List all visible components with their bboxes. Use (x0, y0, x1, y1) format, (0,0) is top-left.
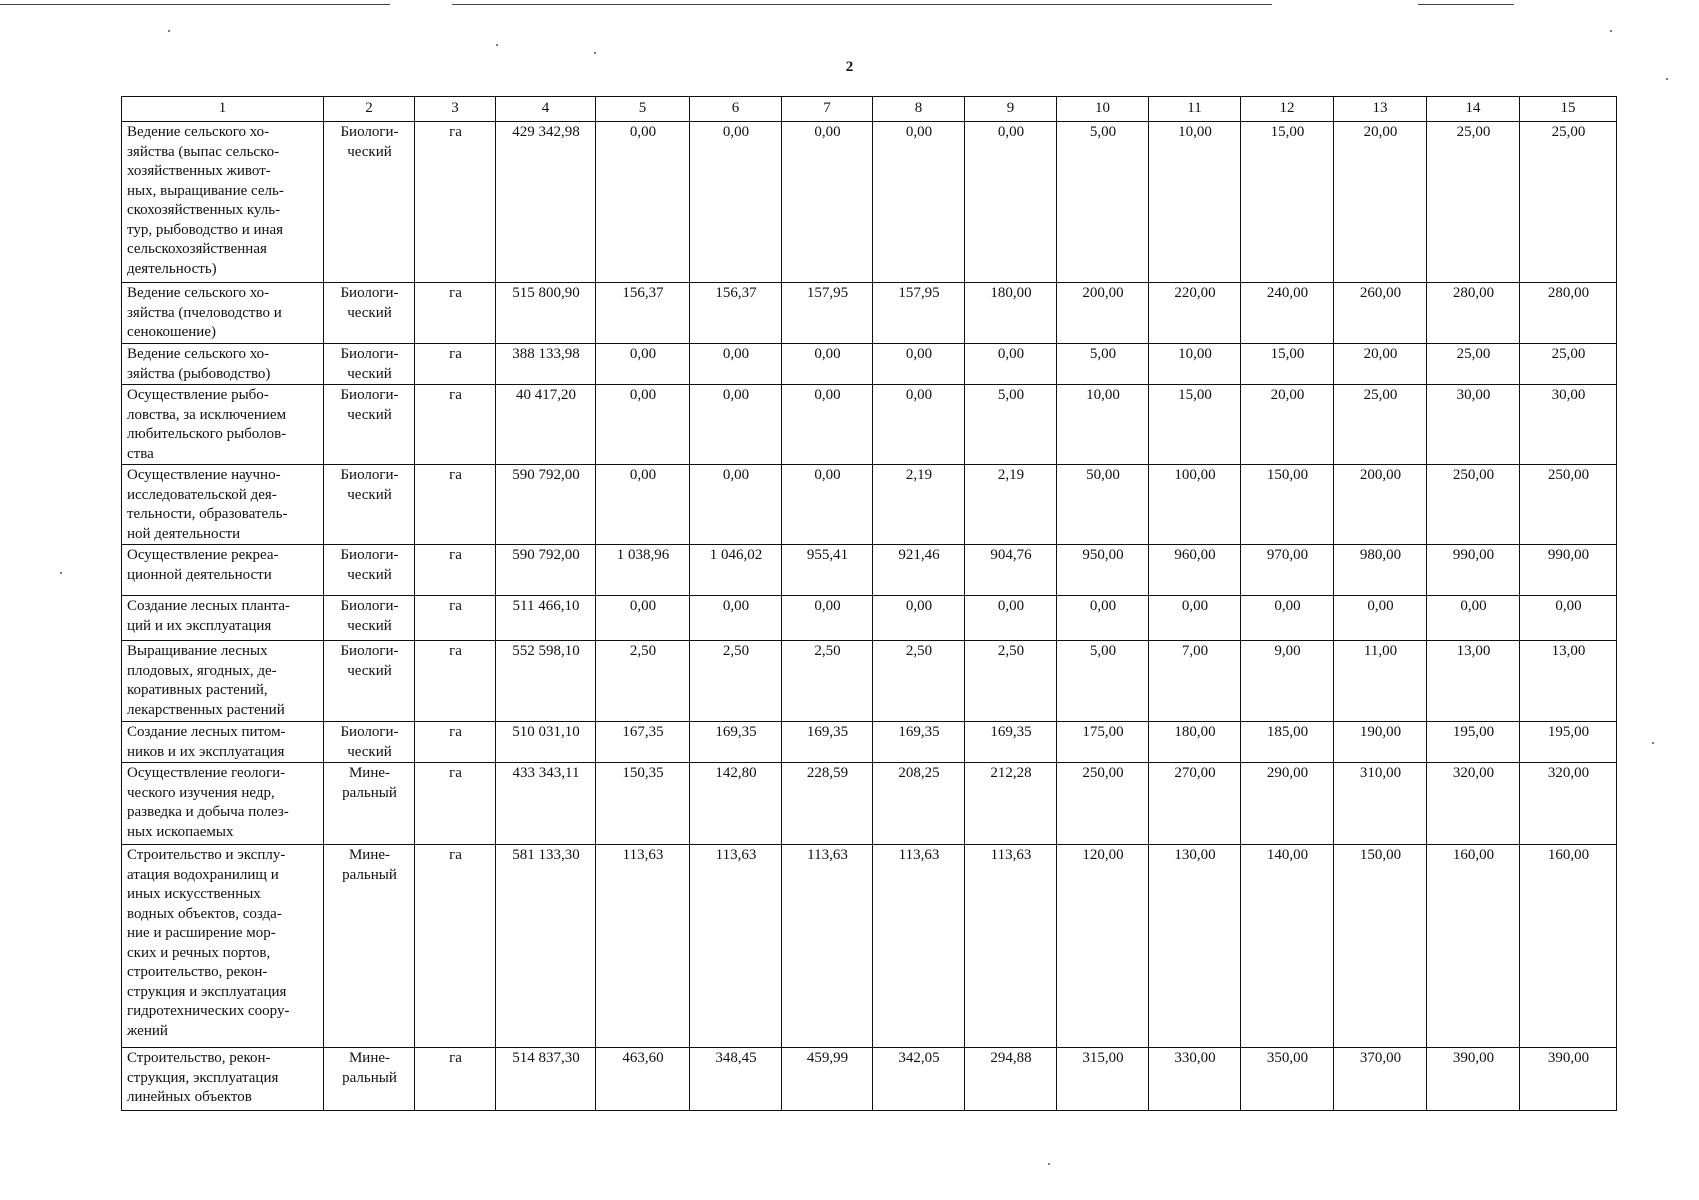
activity-name-cell: Строительство и эксплу- атация водохранилищ и иных искусственных водных объектов, созда- ние и расширение мор- ских и речных портов, строительство, рекон- струкция и эксплуатация гидротехнических соору- жений (122, 845, 324, 1048)
value-cell: 15,00 (1241, 344, 1334, 385)
column-header: 2 (324, 97, 415, 122)
value-cell: 25,00 (1427, 344, 1520, 385)
value-cell: 11,00 (1334, 641, 1427, 722)
value-cell: 10,00 (1149, 344, 1241, 385)
value-cell: 20,00 (1241, 385, 1334, 465)
value-cell: 0,00 (1149, 596, 1241, 641)
table-row (122, 596, 1617, 641)
value-cell: 0,00 (1241, 596, 1334, 641)
value-cell: 0,00 (596, 465, 690, 545)
value-cell: 25,00 (1520, 344, 1617, 385)
resource-type-cell: Биологи- ческий (324, 545, 415, 596)
value-cell: 459,99 (782, 1048, 873, 1111)
value-cell: 113,63 (782, 845, 873, 1048)
value-cell: 169,35 (873, 722, 965, 763)
value-cell: 960,00 (1149, 545, 1241, 596)
value-cell: 0,00 (690, 344, 782, 385)
value-cell: 0,00 (596, 385, 690, 465)
table-row (122, 641, 1617, 722)
value-cell: 980,00 (1334, 545, 1427, 596)
value-cell: 0,00 (596, 596, 690, 641)
value-cell: 0,00 (782, 122, 873, 283)
unit-cell: га (415, 763, 496, 845)
table-row (122, 763, 1617, 845)
column-header: 8 (873, 97, 965, 122)
value-cell: 5,00 (1057, 344, 1149, 385)
value-cell: 0,00 (873, 344, 965, 385)
value-cell: 0,00 (690, 385, 782, 465)
value-cell: 13,00 (1520, 641, 1617, 722)
unit-cell: га (415, 465, 496, 545)
value-cell: 0,00 (1427, 596, 1520, 641)
resource-type-cell: Биологи- ческий (324, 344, 415, 385)
value-cell: 0,00 (873, 385, 965, 465)
table-row (122, 283, 1617, 344)
value-cell: 9,00 (1241, 641, 1334, 722)
value-cell: 429 342,98 (496, 122, 596, 283)
activity-name-cell: Ведение сельского хо- зяйства (рыбоводство) (122, 344, 324, 385)
activity-name-cell: Строительство, рекон- струкция, эксплуатация линейных объектов (122, 1048, 324, 1111)
value-cell: 195,00 (1520, 722, 1617, 763)
value-cell: 0,00 (1057, 596, 1149, 641)
scan-speck (1652, 742, 1654, 744)
activity-name-cell: Осуществление рыбо- ловства, за исключением любительского рыболов- ства (122, 385, 324, 465)
activity-name-cell: Выращивание лесных плодовых, ягодных, де- коративных растений, лекарственных растений (122, 641, 324, 722)
value-cell: 510 031,10 (496, 722, 596, 763)
value-cell: 514 837,30 (496, 1048, 596, 1111)
value-cell: 390,00 (1427, 1048, 1520, 1111)
value-cell: 180,00 (965, 283, 1057, 344)
value-cell: 200,00 (1057, 283, 1149, 344)
column-header: 13 (1334, 97, 1427, 122)
unit-cell: га (415, 722, 496, 763)
activity-name-cell: Осуществление рекреа- ционной деятельности (122, 545, 324, 596)
value-cell: 2,50 (690, 641, 782, 722)
value-cell: 150,35 (596, 763, 690, 845)
value-cell: 200,00 (1334, 465, 1427, 545)
value-cell: 552 598,10 (496, 641, 596, 722)
activity-name-cell: Создание лесных планта- ций и их эксплуатация (122, 596, 324, 641)
scan-edge-line (452, 4, 1272, 5)
column-header: 6 (690, 97, 782, 122)
resource-type-cell: Биологи- ческий (324, 385, 415, 465)
value-cell: 310,00 (1334, 763, 1427, 845)
value-cell: 330,00 (1149, 1048, 1241, 1111)
value-cell: 970,00 (1241, 545, 1334, 596)
value-cell: 515 800,90 (496, 283, 596, 344)
table-row (122, 545, 1617, 596)
value-cell: 30,00 (1520, 385, 1617, 465)
value-cell: 463,60 (596, 1048, 690, 1111)
value-cell: 157,95 (782, 283, 873, 344)
value-cell: 100,00 (1149, 465, 1241, 545)
value-cell: 0,00 (690, 122, 782, 283)
value-cell: 150,00 (1241, 465, 1334, 545)
value-cell: 250,00 (1520, 465, 1617, 545)
value-cell: 7,00 (1149, 641, 1241, 722)
value-cell: 0,00 (782, 596, 873, 641)
value-cell: 0,00 (690, 465, 782, 545)
resource-type-cell: Мине- ральный (324, 845, 415, 1048)
value-cell: 25,00 (1520, 122, 1617, 283)
value-cell: 30,00 (1427, 385, 1520, 465)
page-number: 2 (845, 59, 854, 75)
value-cell: 0,00 (782, 465, 873, 545)
value-cell: 280,00 (1520, 283, 1617, 344)
value-cell: 130,00 (1149, 845, 1241, 1048)
table-row (122, 722, 1617, 763)
value-cell: 208,25 (873, 763, 965, 845)
unit-cell: га (415, 845, 496, 1048)
value-cell: 113,63 (596, 845, 690, 1048)
unit-cell: га (415, 596, 496, 641)
value-cell: 0,00 (873, 596, 965, 641)
unit-cell: га (415, 283, 496, 344)
value-cell: 180,00 (1149, 722, 1241, 763)
scan-edge-line (1418, 4, 1514, 5)
column-header: 4 (496, 97, 596, 122)
resource-type-cell: Биологи- ческий (324, 722, 415, 763)
scan-speck (1610, 30, 1612, 32)
value-cell: 0,00 (1334, 596, 1427, 641)
value-cell: 0,00 (873, 122, 965, 283)
value-cell: 20,00 (1334, 344, 1427, 385)
resource-type-cell: Мине- ральный (324, 1048, 415, 1111)
column-header: 15 (1520, 97, 1617, 122)
activity-name-cell: Ведение сельского хо- зяйства (пчеловодство и сенокошение) (122, 283, 324, 344)
table-row (122, 344, 1617, 385)
value-cell: 260,00 (1334, 283, 1427, 344)
activity-name-cell: Ведение сельского хо- зяйства (выпас сельско- хозяйственных живот- ных, выращивание сель- скохозяйственных куль- тур, рыбоводство и иная сельскохозяйственная деятельность) (122, 122, 324, 283)
value-cell: 150,00 (1334, 845, 1427, 1048)
column-header: 11 (1149, 97, 1241, 122)
value-cell: 390,00 (1520, 1048, 1617, 1111)
resource-type-cell: Биологи- ческий (324, 122, 415, 283)
column-header: 9 (965, 97, 1057, 122)
value-cell: 15,00 (1149, 385, 1241, 465)
activity-name-cell: Осуществление геологи- ческого изучения недр, разведка и добыча полез- ных ископаемых (122, 763, 324, 845)
column-header: 12 (1241, 97, 1334, 122)
value-cell: 5,00 (965, 385, 1057, 465)
value-cell: 250,00 (1057, 763, 1149, 845)
value-cell: 0,00 (782, 344, 873, 385)
value-cell: 320,00 (1520, 763, 1617, 845)
value-cell: 156,37 (596, 283, 690, 344)
value-cell: 581 133,30 (496, 845, 596, 1048)
value-cell: 511 466,10 (496, 596, 596, 641)
unit-cell: га (415, 122, 496, 283)
value-cell: 0,00 (965, 344, 1057, 385)
table-row (122, 122, 1617, 283)
resource-type-cell: Мине- ральный (324, 763, 415, 845)
value-cell: 113,63 (690, 845, 782, 1048)
value-cell: 140,00 (1241, 845, 1334, 1048)
value-cell: 950,00 (1057, 545, 1149, 596)
value-cell: 320,00 (1427, 763, 1520, 845)
value-cell: 1 038,96 (596, 545, 690, 596)
value-cell: 160,00 (1427, 845, 1520, 1048)
value-cell: 156,37 (690, 283, 782, 344)
value-cell: 157,95 (873, 283, 965, 344)
value-cell: 315,00 (1057, 1048, 1149, 1111)
value-cell: 350,00 (1241, 1048, 1334, 1111)
value-cell: 955,41 (782, 545, 873, 596)
column-header: 7 (782, 97, 873, 122)
value-cell: 175,00 (1057, 722, 1149, 763)
value-cell: 25,00 (1334, 385, 1427, 465)
value-cell: 0,00 (1520, 596, 1617, 641)
value-cell: 0,00 (596, 344, 690, 385)
value-cell: 2,19 (873, 465, 965, 545)
table-row (122, 465, 1617, 545)
activity-name-cell: Осуществление научно- исследовательской дея- тельности, образователь- ной деятельности (122, 465, 324, 545)
resource-type-cell: Биологи- ческий (324, 596, 415, 641)
table-row (122, 385, 1617, 465)
column-header: 1 (122, 97, 324, 122)
value-cell: 5,00 (1057, 641, 1149, 722)
value-cell: 270,00 (1149, 763, 1241, 845)
value-cell: 169,35 (965, 722, 1057, 763)
value-cell: 0,00 (596, 122, 690, 283)
value-cell: 0,00 (965, 122, 1057, 283)
scan-edge-line (0, 4, 390, 5)
value-cell: 433 343,11 (496, 763, 596, 845)
scan-speck (168, 30, 170, 32)
value-cell: 0,00 (782, 385, 873, 465)
value-cell: 240,00 (1241, 283, 1334, 344)
value-cell: 590 792,00 (496, 465, 596, 545)
unit-cell: га (415, 385, 496, 465)
value-cell: 370,00 (1334, 1048, 1427, 1111)
value-cell: 212,28 (965, 763, 1057, 845)
value-cell: 169,35 (782, 722, 873, 763)
value-cell: 290,00 (1241, 763, 1334, 845)
scan-speck (60, 572, 62, 574)
table-row (122, 1048, 1617, 1111)
value-cell: 250,00 (1427, 465, 1520, 545)
value-cell: 50,00 (1057, 465, 1149, 545)
value-cell: 294,88 (965, 1048, 1057, 1111)
scan-speck (1666, 78, 1668, 80)
value-cell: 904,76 (965, 545, 1057, 596)
column-number-row (122, 97, 1617, 122)
value-cell: 142,80 (690, 763, 782, 845)
value-cell: 342,05 (873, 1048, 965, 1111)
value-cell: 10,00 (1057, 385, 1149, 465)
column-header: 10 (1057, 97, 1149, 122)
value-cell: 5,00 (1057, 122, 1149, 283)
value-cell: 169,35 (690, 722, 782, 763)
unit-cell: га (415, 545, 496, 596)
column-header: 5 (596, 97, 690, 122)
scan-speck (496, 44, 498, 46)
value-cell: 195,00 (1427, 722, 1520, 763)
value-cell: 921,46 (873, 545, 965, 596)
table-row (122, 845, 1617, 1048)
value-cell: 2,19 (965, 465, 1057, 545)
value-cell: 15,00 (1241, 122, 1334, 283)
value-cell: 167,35 (596, 722, 690, 763)
unit-cell: га (415, 641, 496, 722)
value-cell: 113,63 (873, 845, 965, 1048)
value-cell: 10,00 (1149, 122, 1241, 283)
value-cell: 280,00 (1427, 283, 1520, 344)
value-cell: 228,59 (782, 763, 873, 845)
value-cell: 1 046,02 (690, 545, 782, 596)
value-cell: 388 133,98 (496, 344, 596, 385)
resource-type-cell: Биологи- ческий (324, 283, 415, 344)
value-cell: 0,00 (690, 596, 782, 641)
value-cell: 13,00 (1427, 641, 1520, 722)
column-header: 3 (415, 97, 496, 122)
value-cell: 160,00 (1520, 845, 1617, 1048)
value-cell: 220,00 (1149, 283, 1241, 344)
activity-name-cell: Создание лесных питом- ников и их эксплуатация (122, 722, 324, 763)
value-cell: 348,45 (690, 1048, 782, 1111)
unit-cell: га (415, 344, 496, 385)
value-cell: 990,00 (1520, 545, 1617, 596)
value-cell: 590 792,00 (496, 545, 596, 596)
value-cell: 2,50 (965, 641, 1057, 722)
value-cell: 20,00 (1334, 122, 1427, 283)
value-cell: 2,50 (596, 641, 690, 722)
value-cell: 0,00 (965, 596, 1057, 641)
scan-speck (594, 52, 596, 54)
value-cell: 113,63 (965, 845, 1057, 1048)
value-cell: 120,00 (1057, 845, 1149, 1048)
value-cell: 25,00 (1427, 122, 1520, 283)
column-header: 14 (1427, 97, 1520, 122)
value-cell: 990,00 (1427, 545, 1520, 596)
land-use-table (121, 96, 1617, 1111)
resource-type-cell: Биологи- ческий (324, 465, 415, 545)
unit-cell: га (415, 1048, 496, 1111)
value-cell: 185,00 (1241, 722, 1334, 763)
value-cell: 2,50 (873, 641, 965, 722)
resource-type-cell: Биологи- ческий (324, 641, 415, 722)
value-cell: 2,50 (782, 641, 873, 722)
scan-speck (1048, 1163, 1050, 1165)
value-cell: 40 417,20 (496, 385, 596, 465)
value-cell: 190,00 (1334, 722, 1427, 763)
